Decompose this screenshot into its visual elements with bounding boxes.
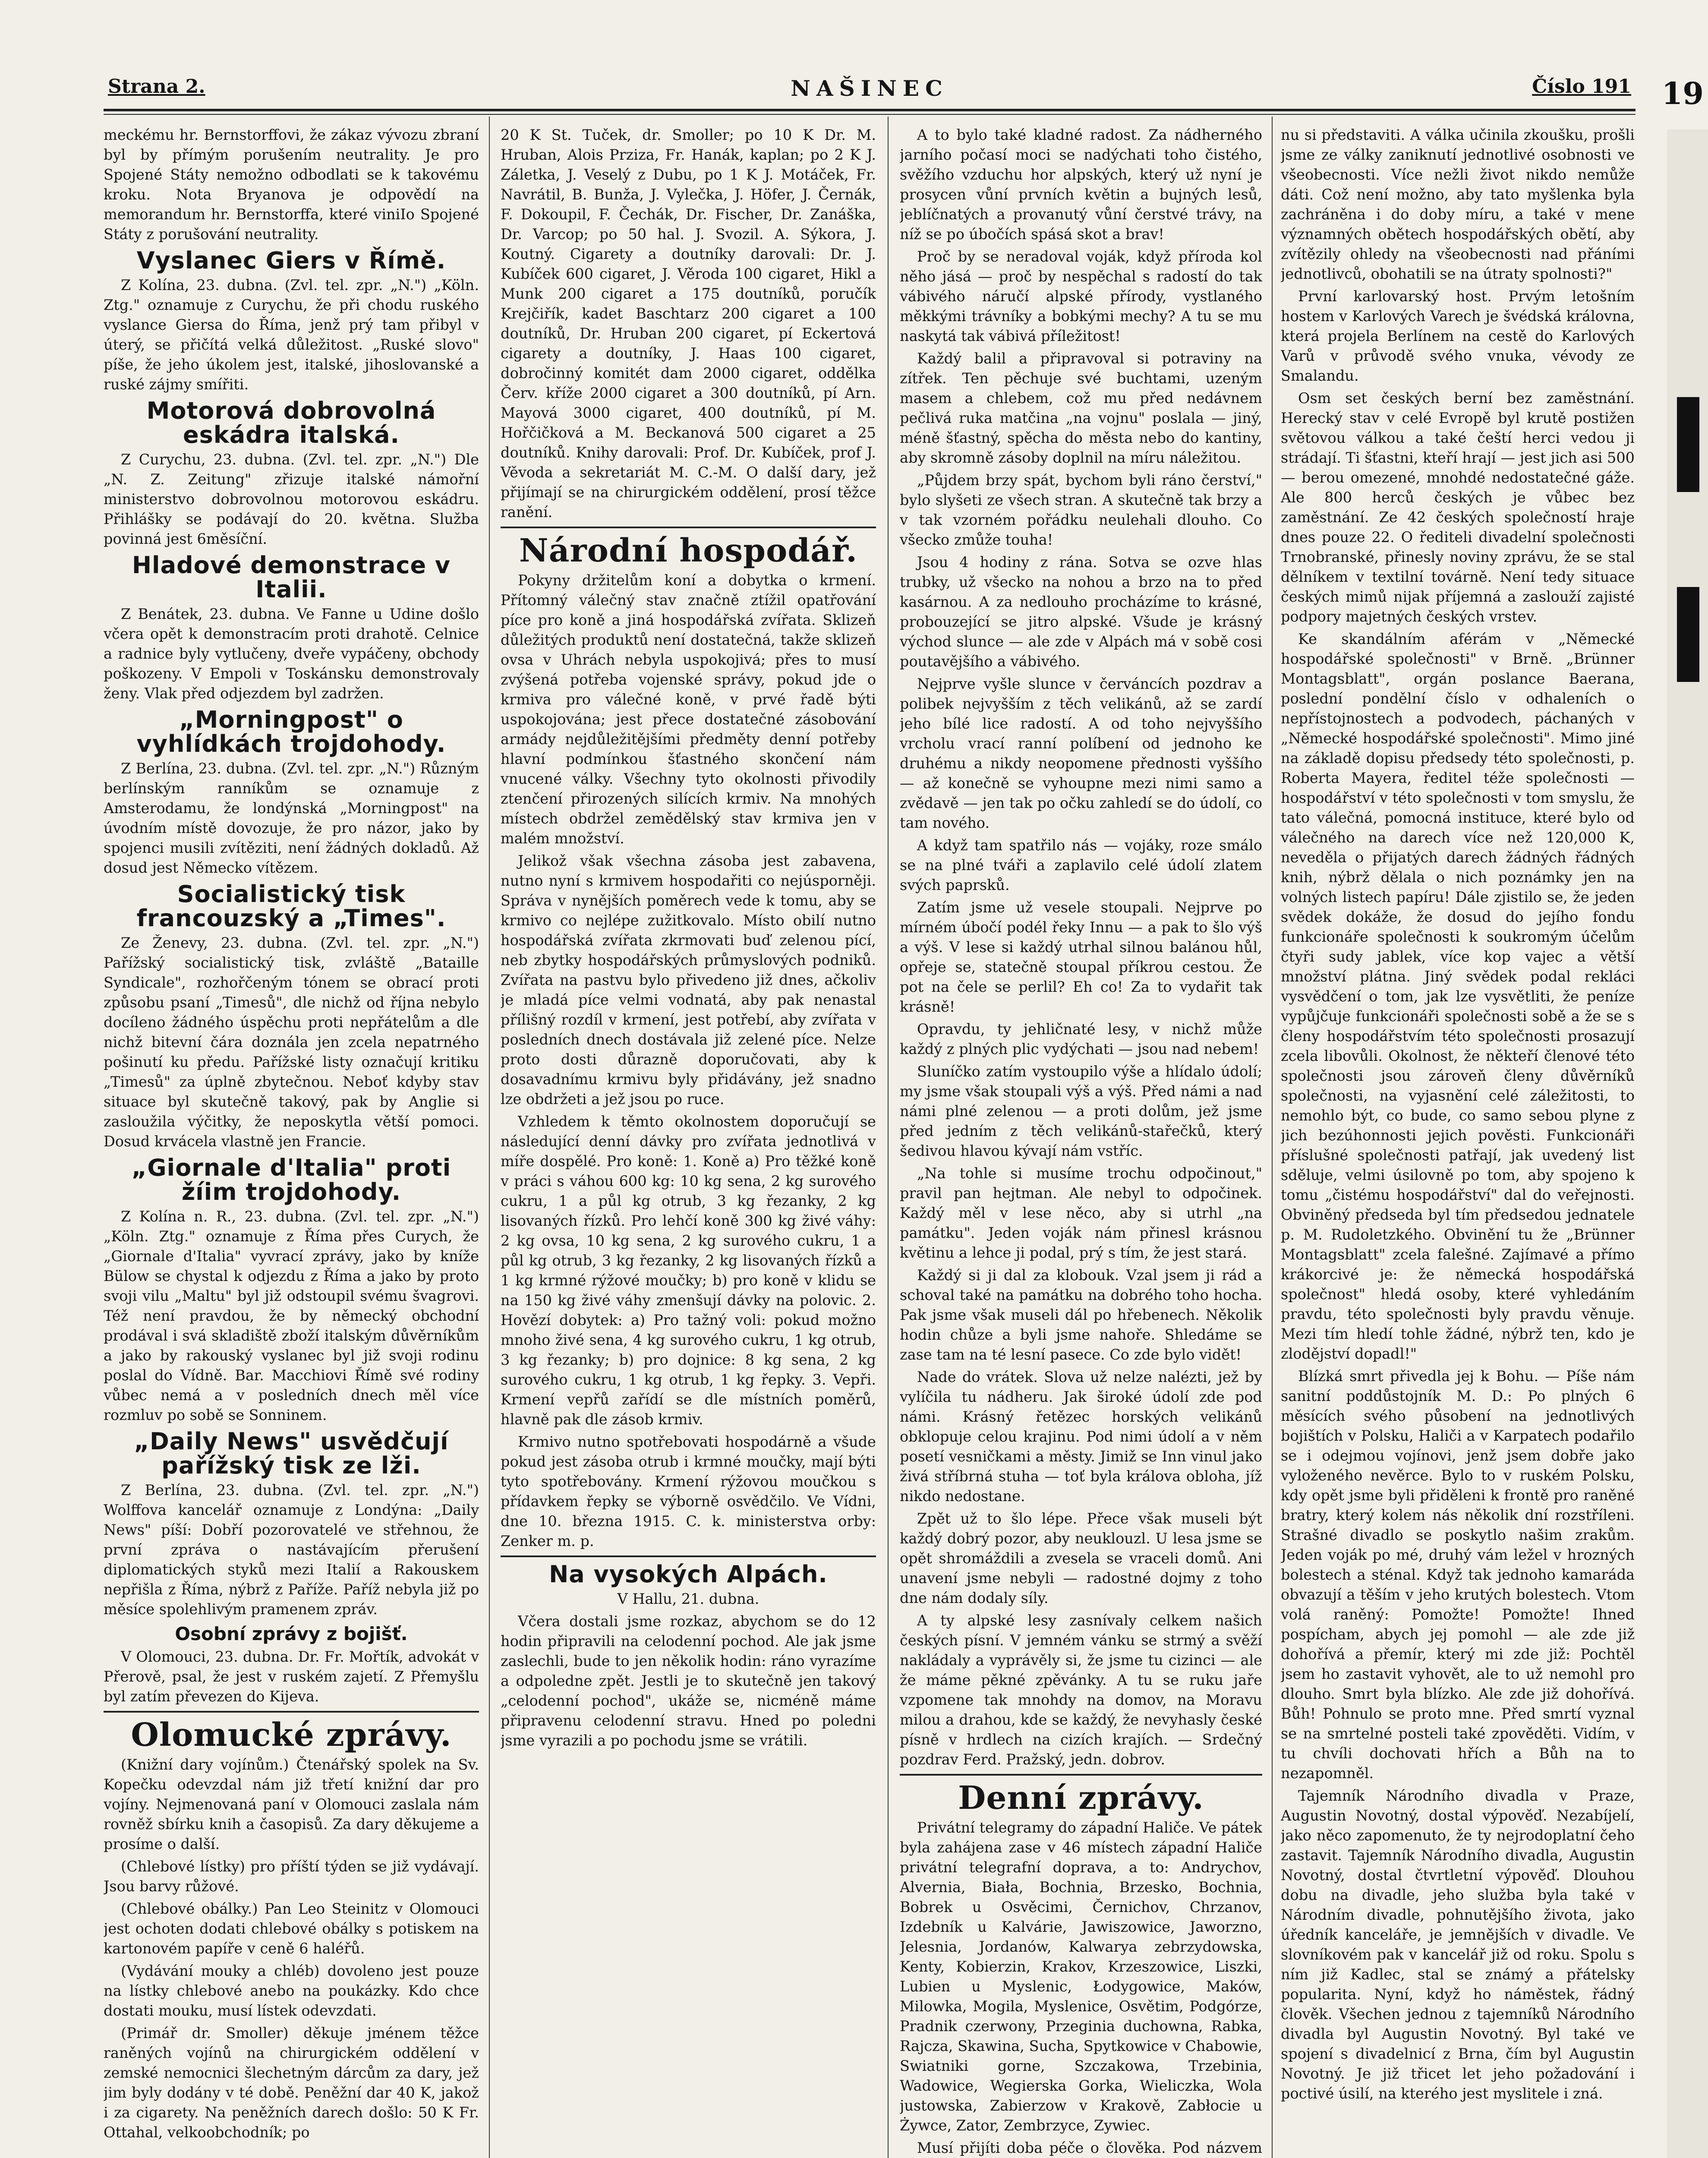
olomouc-item: (Chlebové obálky.) Pan Leo Steinitz v Olomouci jest ochoten dodati chlebové obálky s potiskem na kartonovém papíře v ceně 6 haléřů. bbox=[104, 1900, 479, 1957]
headline-socialist-press: Socialistický tisk francouzský a „Times". bbox=[136, 880, 446, 932]
economy-paragraph: Jelikož však všechna zásoba jest zabavena, nutno nyní s krmivem hospodařiti co nejúsporněji. Správa v nynějších poměrech vede k tomu, aby se krmivo co nejlépe zužitkovalo. Místo obilí nutno hospodářská zvířata zkrmovati buď zelenou pící, neb zbytky hospodářských průmyslových podniků. Zvířata na pastvu bylo přivedeno již dnes, ačkoliv je mladá píce velmi vodnatá, aby pak nenastal přílišný rozdíl v krmení, jest potřebí, aby zvířata v posledních dnech dostávala již zelené píce. Nelze proto dosti důrazně doporučovati, aby k dosavadnímu krmivu byly přidávány, jež snadno lze obdržeti a jež jsou po ruce. bbox=[501, 852, 876, 1107]
alps-paragraph: „Na tohle si musíme trochu odpočinout," pravil pan hejtman. Ale nebyl to odpočinek. Každý měl v lese něco, aby si utrhl „na památku". Jeden voják nám přinesl krásnou květinu a lehce ji podal, prý s tím, že jest stará. bbox=[900, 1165, 1262, 1261]
headline-daily-news: „Daily News" usvědčují pařížský tisk ze lži. bbox=[134, 1428, 449, 1479]
column-3 bbox=[900, 125, 1262, 2158]
article-giornale: Z Kolína n. R., 23. dubna. (Zvl. tel. zpr. „N.") „Köln. Ztg." oznamuje z Říma přes Curych, že „Giornale d'Italia" vyvrací zprávy, jako by kníže Bülow se chystal k odjezdu z Říma a jako by proto svoji vilu „Maltu" byl již odstoupil svému švagrovi. Též není pravdou, že by německý obchodní prodával i svá skladiště zboží italským důvěrníkům a jako by rakouský vyslanec byl již svoji rodinu poslal do Vídně. Bar. Macchiovi Římě své rodiny vůbec nemá a v posledních dnech měl více rozmluv po sobě se Sonninem. bbox=[104, 1208, 479, 1423]
edge-page-number: 19 bbox=[1661, 76, 1704, 111]
headline-motor-squadron: Motorová dobrovolná eskádra italská. bbox=[146, 397, 436, 448]
article-socialist-press: Ze Ženevy, 23. dubna. (Zvl. tel. zpr. „N.") Pařížský socialistický tisk, zvláště „Bataille Syndicale", rozhořčeným tónem se obrací proti způsobu psaní „Timesů", dle nichž od října nebylo docíleno žádného úspěchu proti nepřátelům a dle nichž bitevní čára doznála jen zcela nepatrného pošinutí ku předu. Pařížské listy označují kritiku „Timesů" za úplně zbytečnou. Neboť kdyby stav situace byl skutečně takový, pak by Anglie si zasloužila výčitky, že neposkytla větší pomoci. Dosud krvácela vlastně jen Francie. bbox=[104, 934, 479, 1150]
alps-paragraph: Nade do vrátek. Slova už nelze nalézti, jež by vylíčila tu nádheru. Jak široké údolí zde pod námi. Krásný řetězec horských velikánů obklopuje celou krajinu. Pod nimi údolí a v něm posetí vesničkami a městy. Jimiž se Inn vinul jako živá stříbrná stuha — toť byla králova obloha, jíž nikdo nedostane. bbox=[900, 1369, 1262, 1505]
dateline-alps: V Hallu, 21. dubna. bbox=[617, 1590, 759, 1607]
page-header bbox=[104, 76, 1636, 106]
header-rule bbox=[104, 109, 1636, 111]
alps-paragraph: A to bylo také kladné radost. Za nádherného jarního počasí moci se nadýchati toho čistého, svěžího vzduchu hor alpských, který už nyní je prosycen vůní prvních květin a bujných lesů, jeblíčnatých a provanutý vůní čerstvé trávy, na níž se po úbočích spásá skot a brav! bbox=[900, 126, 1262, 243]
headline-alps: Na vysokých Alpách. bbox=[501, 1555, 876, 1587]
alps-paragraph: Proč by se neradoval voják, když příroda kol něho jásá — proč by nespěchal s radostí do tak vábivého náručí alpské přírody, vystlaného měkkými trávníky a bobkými mechy? A tu se mu naskytá tak vábivá příležitost! bbox=[900, 248, 1262, 344]
alps-paragraph: Včera dostali jsme rozkaz, abychom se do 12 hodin připravili na celodenní pochod. Ale jak jsme zaslechli, bude to jen několik hodin: ráno vyrazíme a odpoledne zpět. Jestli je to skutečně jen takový „celodenní pochod", ukáže se, nicméně máme připravenu celodenní stravu. Hned po poledni jsme vyrazili a po pochodu jsme se vrátili. bbox=[501, 1613, 876, 1749]
scan-edge-strip bbox=[1667, 129, 1708, 2158]
daily-news-item: Ke skandálním aférám v „Německé hospodářské společnosti" v Brně. „Brünner Montagsblatt", orgán poslance Baerana, poslední pondělní číslo v odhaleních o nepřístojnostech a podvodech, páchaných v „Německé hospodářské společnosti". Mimo jiné na základě dopisu předsedy této společnosti, p. Roberta Mayera, ředitel téže společnosti — hospodářství v této společnosti v tom smyslu, že tato válečná, pomocná instituce, které bylo od válečného na darech více než 120,000 K, neveděla o přijatých darech žádných řádných knih, nýbrž dělala o nich poznámky jen na volných listech papíru! Dále zjistilo se, že jeden svědek dokáže, že dosud do jejího fondu funkcionáře společnosti k soukromým účelům čtyři sudy jablek, více kop vajec a větší množství plátna. Jiný svědek podal rekláci vysvědčení o tom, jak lze vysvětliti, že peníze vypůjčuje funkcionáři společnosti sobě a že se s členy hospodářstvím této společnosti prosazují zcela libovůli. Okolnost, že někteří členové této společnosti jsou zároveň členy důvěrníků společnosti, na vyjasnění celé záležitosti, to nemohlo být, co bude, co samo sebou plyne z jich bezúhonnosti jejich pověsti. Funkcionáři příslušné společnosti patřají, jak uvedený list sděluje, velmi úsilovně po tom, aby spojeno k tomu „čistému hospodářství" dal do veřejnosti. Obviněný předseda byl tím předsedou jednatele p. M. Rudoletzkého. Obvinění tu že „Brünner Montagsblatt" zcela falešné. Zajímavé a přímo krákorcivé je: že německá hospodářská společnost" hledá osoby, které vyhledáním pravdu, této společnosti byly pravdu věnuje. Mezi tím hledí tohle žádné, nýbrž ten, kdo je zlodějství dopadl!" bbox=[1281, 631, 1635, 1362]
olomouc-item: (Knižní dary vojínům.) Čtenářský spolek na Sv. Kopečku odevzdal nám již třetí knižní dar pro vojíny. Nejmenovaná paní v Olomouci zaslala nám rovněž sbírku knih a časopisů. Za dary děkujeme a prosíme o další. bbox=[104, 1756, 479, 1852]
article-giers: Z Kolína, 23. dubna. (Zvl. tel. zpr. „N.") „Köln. Ztg." oznamuje z Curychu, že při chodu ruského vyslance Giersa do Říma, jenž prý tam přibyl v úterý, se přičítá velká důležitost. „Ruské slovo" píše, že jeho úkolem jest, italské, jihoslovanské a ruské zájmy smířiti. bbox=[104, 277, 479, 393]
headline-giornale: „Giornale d'Italia" proti žíim trojdohody. bbox=[131, 1154, 451, 1205]
alps-paragraph: Sluníčko zatím vystoupilo výše a hlídalo údolí; my jsme však stoupali výš a výš. Před námi a nad námi plné zelenou — a proti dolům, jež jsme před jedním z těch velikánů-stařečků, který šedivou hlavou kývají nám vstříc. bbox=[900, 1063, 1262, 1159]
alps-paragraph: Nejprve vyšle slunce v červáncích pozdrav a polibek nejvyšším z těch velikánů, až se zardí jeho bílé lice radostí. A od toho nejvyššího vrcholu vrací ranní políbení od jednoho ke druhému a nikdy neopomene přednosti vyššího — až konečně se vyhoupne mezi nimi samo a zvědavě — jen tak po očku zahledí se do údolí, co tam nového. bbox=[900, 675, 1262, 831]
alps-paragraph: Jsou 4 hodiny z rána. Sotva se ozve hlas trubky, už všecko na nohou a brzo na to před kasárnou. A za nedlouho procházíme to krásné, probouzející se jitro alpské. Všude je krásný východ slunce — ale zde v Alpách má v sobě cosi poutavějšího a vábivého. bbox=[900, 554, 1262, 670]
olomouc-item: (Primář dr. Smoller) děkuje jménem těžce raněných vojínů na chirurgickém oddělení v zemské nemocnici šlechetným dárcům za dary, jež jim byly dodány v té době. Peněžní dar 40 K, jakož i za cigarety. Na peněžních darech došlo: 50 K Fr. Ottahal, velkoobchodník; po bbox=[104, 2025, 479, 2141]
alps-paragraph: A když tam spatřilo nás — vojáky, roze smálo se na plné tváři a zaplavilo celé údolí zlatem svých paprsků. bbox=[900, 837, 1262, 893]
daily-news-item: Privátní telegramy do západní Haliče. Ve pátek byla zahájena zase v 46 místech západní Haliče privátní telegrafní doprava, a to: Andrychov, Alvernia, Biała, Bochnia, Brzesko, Bochnia, Bobrek u Osvěcimi, Černichov, Chrzanov, Izdebník u Kalvárie, Jawiszowice, Jaworzno, Jelesnia, Jordanów, Kalwarya zebrzydowska, Kenty, Kobierzin, Krakov, Krzeszowice, Liszki, Lubien u Myslenic, Łodygowice, Maków, Milowka, Mogila, Myslenice, Osvětim, Podgórze, Pradnik czerwony, Przeginia duchowna, Rabka, Rajcza, Skawina, Sucha, Spytkowice v Chabowie, Swiatniki gorne, Szczakowa, Trzebinia, Wadowice, Wegierska Gorka, Wieliczka, Wola justowska, Zabierzow v Krakově, Zabłocie u Żywce, Zator, Zembrzyce, Zywiec. bbox=[900, 1819, 1262, 2134]
daily-news-item: nu si představiti. A válka učinila zkoušku, prošli jsme ze války zaniknutí jednotlivé osobnosti ve všeobecnosti. Více nežli život nikdo nemůže dáti. Což není možno, aby tato myšlenka byla zachráněna i do doby míru, a také v mene významných obětech hospodářských obětí, aby zvítězily ohledy na všeobecnosti nad přáními jednotlivců, obohatili se na útraty spolnosti?" bbox=[1281, 126, 1635, 282]
alps-paragraph: Opravdu, ty jehličnaté lesy, v nichž může každý z plných plic vydýchati — jsou nad nebem! bbox=[900, 1021, 1262, 1057]
article-morningpost: Z Berlína, 23. dubna. (Zvl. tel. zpr. „N.") Různým berlínským ranníkům se oznamuje z Amsterodamu, že londýnská „Morningpost" na úvodním místě dovozuje, že pro názor, jako by spojenci musili zvítěziti, není žádných dokladů. Až dosud jest Německo vítězem. bbox=[104, 760, 479, 876]
donor-list: 20 K St. Tuček, dr. Smoller; po 10 K Dr. M. Hruban, Alois Prziza, Fr. Hanák, kaplan; po 2 K J. Záletka, J. Veselý z Dubu, po 1 K J. Motáček, Fr. Navrátil, B. Bunža, J. Vylečka, J. Höfer, J. Černák, F. Dokoupil, F. Čechák, Dr. Fischer, Dr. Zanáška, Dr. Varcop; po 50 hal. J. Svozil. A. Sýkora, J. Koutný. Cigarety a doutníky darovali: Dr. J. Kubíček 600 cigaret, J. Věroda 100 cigaret, Hikl a Munk 200 cigaret a 175 doutníků, poručík Krejčiřík, kadet Baschtarz 200 cigaret a 100 doutníků, Dr. Hruban 200 cigaret, pí Eckertová cigarety a doutníky, J. Haas 100 cigaret, dobročinný komitét dam 2000 cigaret, oddělka Červ. kříže 2000 cigaret a 300 doutníků, pí Arn. Mayová 3000 cigaret, 400 doutníků, pí M. Hořčičková a M. Beckanová 500 cigaret a 25 doutníků. Knihy darovali: Prof. Dr. Kubíček, prof J. Věvoda a sekretariát M. C.-M. O další dary, jež přijímají se na chirurgickém oddělení, prosí těžce ranění. bbox=[501, 126, 876, 521]
daily-news-item: Osm set českých berní bez zaměstnání. Herecký stav v celé Evropě byl krutě postižen světovou válkou a také čeští herci vedou ji strádají. Ti šťastni, kteří hrají — jest jich asi 500 — berou omezené, mnohdé nedostatečné gáže. Ale 800 herců českých je vůbec bez zaměstnání. Ze 42 českých společností hraje dnes pouze 22. O řediteli divadelní společnosti Trnobranské, přinesly noviny zprávu, že se stal dělníkem v textilní továrně. Není tedy situace českých mimů nijak příjemná a zaslouží zajisté podpory majetných českých vrstev. bbox=[1281, 390, 1635, 625]
headline-giers: Vyslanec Giers v Římě. bbox=[136, 247, 446, 274]
alps-paragraph: Každý balil a připravoval si potraviny na zítřek. Ten pěchuje své buchtami, uzeným masem a chlebem, což mu před nedávnem pečlivá ruka matčina „na vojnu" poslala — jiný, méně šťastný, spěcha do města nebo do kantiny, aby skromně zásoby doplnil na míru náležitou. bbox=[900, 350, 1262, 466]
olomouc-item: (Vydávání mouky a chléb) dovoleno jest pouze na lístky chlebové anebo na poukázky. Kdo chce dostati mouku, musí lístek odevzdati. bbox=[104, 1962, 479, 2019]
scan-mark bbox=[1677, 397, 1699, 492]
article-personal-news: V Olomouci, 23. dubna. Dr. Fr. Mořtík, advokát v Přerově, psal, že jest v ruském zajetí. Z Přemyšlu byl zatím převezen do Kijeva. bbox=[104, 1648, 479, 1705]
economy-paragraph: Vzhledem k těmto okolnostem doporučují se následující denní dávky pro zvířata jednotlivá v míře dospělé. Pro koně: 1. Koně a) Pro těžké koně v práci s váhou 600 kg: 10 kg sena, 2 kg surového cukru, 1 a půl kg otrub, 3 kg řezanky, 2 kg lisovaných řízků. Pro lehčí koně 300 kg živé váhy: 2 kg ovsa, 10 kg sena, 2 kg surového cukru, 1 a půl kg otrub, 3 kg řezanky, 2 kg lisovaných řízků a 1 kg krmné rýžové moučky; b) pro koně v klidu se na 150 kg živé váhy zmenšují dávky na polovic. 2. Hovězí dobytek: a) Pro tažný voli: pokud možno mnoho živé sena, 4 kg surového cukru, 1 kg otrub, 3 kg řezanky; b) pro dojnice: 8 kg sena, 2 kg surového cukru, 1 kg otrub, 1 kg řepky. 3. Vepři. Krmení vepřů zařídí se dle místních poměrů, hlavně pak dle zásob krmiv. bbox=[501, 1113, 876, 1428]
alps-paragraph: A ty alpské lesy zasnívaly celkem našich českých písní. V jemném vánku se strmý a svěží nakládaly a vyprávěly si, že jsme tu cizinci — ale že máme pěkné zpěvánky. A tu se ruku jaře vzpomene tak mnohdy na domov, na Moravu milou a drahou, kde se každý, že nevyhasly české písně v hrdlech na cizích krajích. — Srdečný pozdrav Ferd. Pražský, jedn. dobrov. bbox=[900, 1612, 1262, 1768]
olomouc-item: (Chlebové lístky) pro příští týden se již vydávají. Jsou barvy růžové. bbox=[104, 1858, 479, 1895]
daily-news-item: Blízká smrt přivedla jej k Bohu. — Píše nám sanitní poddůstojník M. D.: Po plných 6 měsících svého působení na jednotlivých bojištích v Polsku, Haliči a v Karpatech podařilo se i odejmou vojínovi, jenž jsem dobře jako vyloženého nevěrce. Bylo to v ruském Polsku, kdy opět jsme byli přiděleni k frontě pro raněné bratry, který kolem nás několik dní rozstříleni. Strašné divadlo se poskytlo našim zrakům. Jeden voják po mé, druhý vám ležel v hrozných bolestech a sténal. Když tak jednoho kamaráda obvazují a těším v jeho krutých bolestech. Vtom volá raněný: Pomožte! Pomožte! Ihned pospícham, abych jej pomohl — ale zde již dohořívá a přemír, který mi zde již: Pochtěl jsem ho zastavit vyhovět, ale to už nemohl pro dlouho. Smrt byla blízko. Ale zde již dohořívá. Bůh! Pohnulo se proto mne. Před smrtí vyznal se na smrtelné posteli také zpověděti. Vidím, v tu chvíli dochovati hřích a Bůh na to nezapomněl. bbox=[1281, 1368, 1635, 1782]
daily-news-item: Musí přijíti doba péče o člověka. Pod názvem bbox=[917, 2139, 1262, 2156]
column-4 bbox=[1281, 125, 1635, 2158]
alps-paragraph: Zatím jsme už vesele stoupali. Nejprve po mírném úbočí podél řeky Innu — a pak to šlo výš a výš. V lese si každý utrhal silnou balánou hůl, opřeje se, statečně stoupal příkrou cestou. Že pot na čele se perlil? Eh co! Za to vydařit tak krásně! bbox=[900, 899, 1262, 1015]
section-daily-news: Denní zprávy. bbox=[900, 1774, 1262, 1815]
column-divider bbox=[888, 117, 889, 2158]
economy-paragraph: Krmivo nutno spotřebovati hospodárně a všude pokud jest zásoba otrub i krmné moučky, mají býti tyto spotřebovány. Krmení rýžovou moučkou s přídavkem řepky se výborně osvědčilo. Ve Vídni, dne 10. března 1915. C. k. ministerstva orby: Zenker m. p. bbox=[501, 1433, 876, 1549]
economy-paragraph: Pokyny držitelům koní a dobytka o krmení. Přítomný válečný stav značně ztížil opatřování píce pro koně a jiná hospodářská zvířata. Sklizeň důležitých produktů není dostatečná, takže sklizeň ovsa v Uhrách nebyla uspokojivá; přes to musí zvýšená potřeba vojenské správy, pokud jde o krmiva pro válečné koně, v prvé řadě býti uspokojována; jest přece dostatečné zásobování armády nejdůležitějšími předměty denní potřeby hlavní podmínkou šťastného skončení nám vnucené války. Všechny tyto okolnosti přivodily ztenčení přirozených silících krmiv. Na mnohých místech obdržel zemědělský stav krmiva jen v malém množství. bbox=[501, 572, 876, 847]
scan-mark bbox=[1677, 587, 1699, 682]
alps-paragraph: Každý si ji dal za klobouk. Vzal jsem ji rád a schoval také na památku na dobrého toho hocha. Pak jsme však museli dál po hřebenech. Několik hodin chůze a byli jsme nahoře. Shledáme se zase tam na té lesní pasece. Co zde bylo vidět! bbox=[900, 1267, 1262, 1363]
article-continuation: meckému hr. Bernstorffovi, že zákaz vývozu zbraní byl by přímým porušením neutrality. Je pro Spojené Státy nemožno odbodlati se k takovému kroku. Nota Bryanova je odpovědí na memorandum hr. Bernstorffa, které viniIo Spojené Státy z porušování neutrality. bbox=[104, 126, 479, 243]
daily-news-item: První karlovarský host. Prvým letošním hostem v Karlových Varech je švédská královna, která projela Berlínem na cestě do Karlových Varů v průvodě svého vnuka, vévody ze Smalandu. bbox=[1281, 288, 1635, 384]
section-national-economist: Národní hospodář. bbox=[501, 527, 876, 568]
article-motor-squadron: Z Curychu, 23. dubna. (Zvl. tel. zpr. „N.") Dle „N. Z. Zeitung" zřizuje italské námořní ministerstvo dobrovolnou motorovou eskádru. Přihlášky se podávají do 20. května. Služba povinná jest 6měsíční. bbox=[104, 451, 479, 547]
headline-morningpost: „Morningpost" o vyhlídkách trojdohody. bbox=[136, 706, 446, 757]
article-hunger-demonstrations: Z Benátek, 23. dubna. Ve Fanne u Udine došlo včera opět k demonstracím proti drahotě. Celnice a radnice byly vytlučeny, dveře vypáčeny, obchody poškozeny. V Empoli v Toskánsku demonstrovaly ženy. Vlak před odjezdem byl zadržen. bbox=[104, 606, 479, 702]
column-2 bbox=[501, 125, 876, 2158]
section-olomouc-news: Olomucké zprávy. bbox=[104, 1711, 479, 1752]
issue-number: Číslo 191 bbox=[1532, 76, 1631, 98]
article-daily-news: Z Berlína, 23. dubna. (Zvl. tel. zpr. „N.") Wolffova kancelář oznamuje z Londýna: „Daily News" píší: Dobří pozorovatelé ve střehnou, že první zpráva o nastávajícím přerušení diplomatických styků mezi Italií a Rakouskem nepřišla z Říma, nýbrž z Paříže. Paříž nebyla již po měsíce spolehlivým pramenem zpráv. bbox=[104, 1482, 479, 1618]
column-divider bbox=[489, 117, 490, 2158]
newspaper-title: NAŠINEC bbox=[791, 76, 949, 101]
column-1 bbox=[104, 125, 479, 2158]
column-divider bbox=[1272, 117, 1273, 2158]
headline-personal-news: Osobní zprávy z bojišť. bbox=[175, 1623, 408, 1644]
page-number: Strana 2. bbox=[108, 76, 205, 98]
header-rule-thin bbox=[104, 114, 1636, 115]
alps-paragraph: „Půjdem brzy spát, bychom byli ráno čerství," bylo slyšeti ze všech stran. A skutečně tak brzy a v tak vzorném pořádku neulehali dlouho. Co všecko zmůže touha! bbox=[900, 472, 1262, 548]
alps-paragraph: Zpět už to šlo lépe. Přece však museli být každý dobrý pozor, aby neuklouzl. U lesa jsme se opět shromáždili a zvesela se vraceli domů. Ani unavení jsme nebyli — radostné dojmy z toho dne nám dodaly síly. bbox=[900, 1510, 1262, 1606]
daily-news-item: Tajemník Národního divadla v Praze, Augustin Novotný, dostal výpověď. Nezabíjelí, jako něco zapomenuto, že ty nejrodoplatní čeho zastavit. Tajemník Národního divadla, Augustin Novotný, dostal čtvrtletní výpověď. Dlouhou dobu na divadle, jeho služba byla také v Národním divadle, pohnutějšího života, jako úředník kanceláře, je jemnějších v divadle. Ve slovníkovém pak v kancelář již od roku. Spolu s ním již Kadlec, stal se známý a přátelsky popularita. Nyní, když ho náměstek, řádný člověk. Všechen jednou z tajemníků Národního divadla byl Augustin Novotný. Byl také ve spojení s divadelnicí z Brna, čím byl Augustin Novotný. Je již třicet let jeho požadování i poctivé úsilí, na kterého jest myslitele i zná. bbox=[1281, 1787, 1635, 2102]
headline-hunger-demonstrations: Hladové demonstrace v Italii. bbox=[132, 552, 451, 603]
